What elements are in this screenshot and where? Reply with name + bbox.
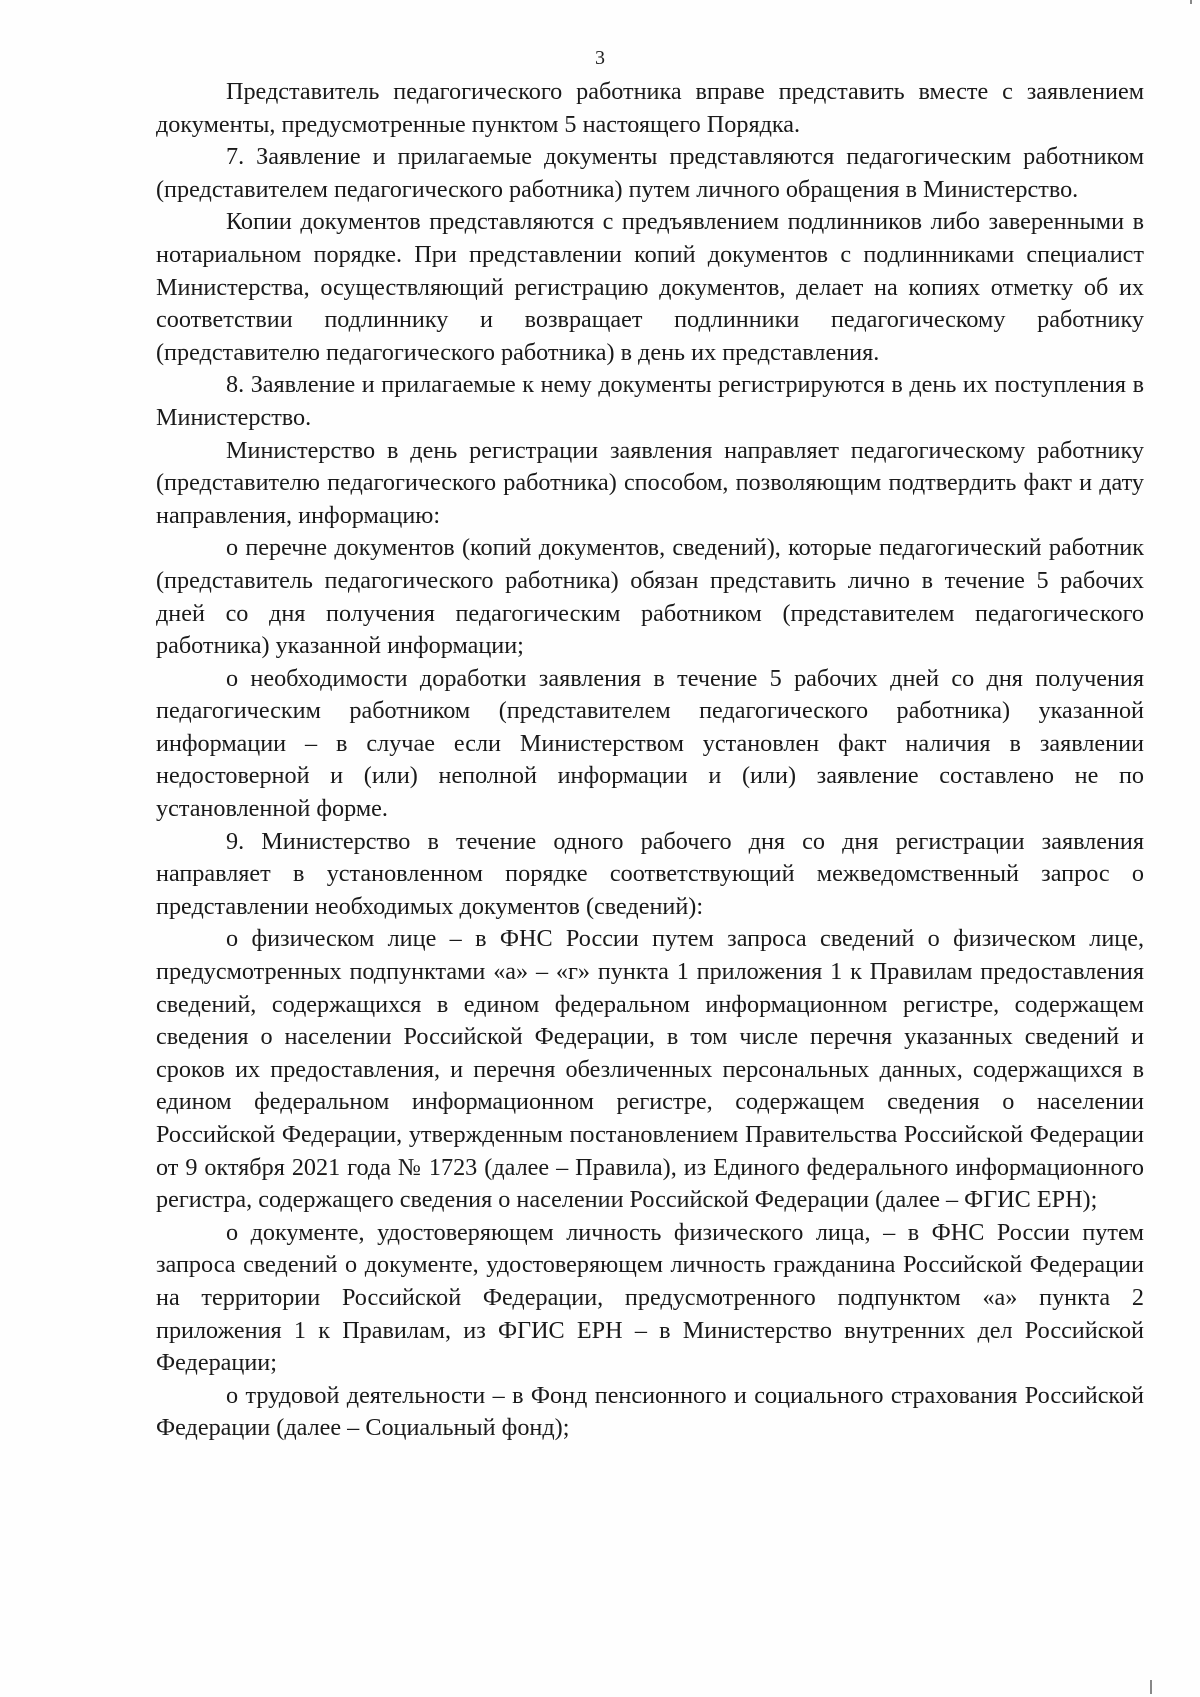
paragraph-item-8: 8. Заявление и прилагаемые к нему документы регистрируются в день их поступления в Министерство. <box>156 371 1144 431</box>
document-body <box>156 76 1144 1445</box>
paragraph-representative-documents: Представитель педагогического работника вправе представить вместе с заявлением документы, предусмотренные пунктом 5 настоящего Порядка. <box>156 78 1144 138</box>
paragraph-document-copies: Копии документов представляются с предъявлением подлинников либо заверенными в нотариальном порядке. При представлении копий документов с подлинниками специалист Министерства, осуществляющий регистрацию документов, делает на копиях отметку об их соответствии подлиннику и возвращает подлинники педагогическому работнику (представителю педагогического работника) в день их представления. <box>156 208 1144 366</box>
paragraph-application-revision: о необходимости доработки заявления в течение 5 рабочих дней со дня получения педагогическим работником (представителем педагогического работника) указанной информации – в случае если Министерством установлен факт наличия в заявлении недостоверной и (или) неполной информации и (или) заявление составлено не по установленной форме. <box>156 664 1144 823</box>
paragraph-labor-activity: о трудовой деятельности – в Фонд пенсионного и социального страхования Российской Федерации (далее – Социальный фонд); <box>156 1381 1144 1442</box>
scan-artifact-bottom-right <box>1150 1680 1152 1694</box>
paragraph-individual-info: о физическом лице – в ФНС России путем запроса сведений о физическом лице, предусмотренных подпунктами «а» – «г» пункта 1 приложения 1 к Правилам предоставления сведений, содержащихся в едином федеральном информационном регистре, содержащем сведения о населении Российской Федерации, в том числе перечня указанных сведений и сроков их предоставления, и перечня обезличенных персональных данных, содержащихся в едином федеральном информационном регистре, содержащем сведения о населении Российской Федерации, утвержденным постановлением Правительства Российской Федерации от 9 октября 2021 года № 1723 (далее – Правила), из Единого федерального информационного регистра, содержащего сведения о населении Российской Федерации (далее – ФГИС ЕРН); <box>156 925 1144 1214</box>
scan-artifact-top-right <box>1190 0 1192 4</box>
paragraph-document-list: о перечне документов (копий документов, сведений), которые педагогический работник (представитель педагогического работника) обязан представить лично в течение 5 рабочих дней со дня получения педагогическим работником (представителем педагогического работника) указанной информации; <box>156 534 1144 660</box>
paragraph-item-7: 7. Заявление и прилагаемые документы представляются педагогическим работником (представителем педагогического работника) путем личного обращения в Министерство. <box>156 143 1144 203</box>
paragraph-ministry-notification: Министерство в день регистрации заявления направляет педагогическому работнику (представителю педагогического работника) способом, позволяющим подтвердить факт и дату направления, информацию: <box>156 436 1144 529</box>
page-number: 3 <box>595 47 605 69</box>
paragraph-identity-document: о документе, удостоверяющем личность физического лица, – в ФНС России путем запроса сведений о документе, удостоверяющем личность гражданина Российской Федерации на территории Российской Федерации, предусмотренного подпунктом «а» пункта 2 приложения 1 к Правилам, из ФГИС ЕРН – в Министерство внутренних дел Российской Федерации; <box>156 1218 1144 1377</box>
paragraph-item-9: 9. Министерство в течение одного рабочего дня со дня регистрации заявления направляет в установленном порядке соответствующий межведомственный запрос о представлении необходимых документов (сведений): <box>156 827 1144 920</box>
